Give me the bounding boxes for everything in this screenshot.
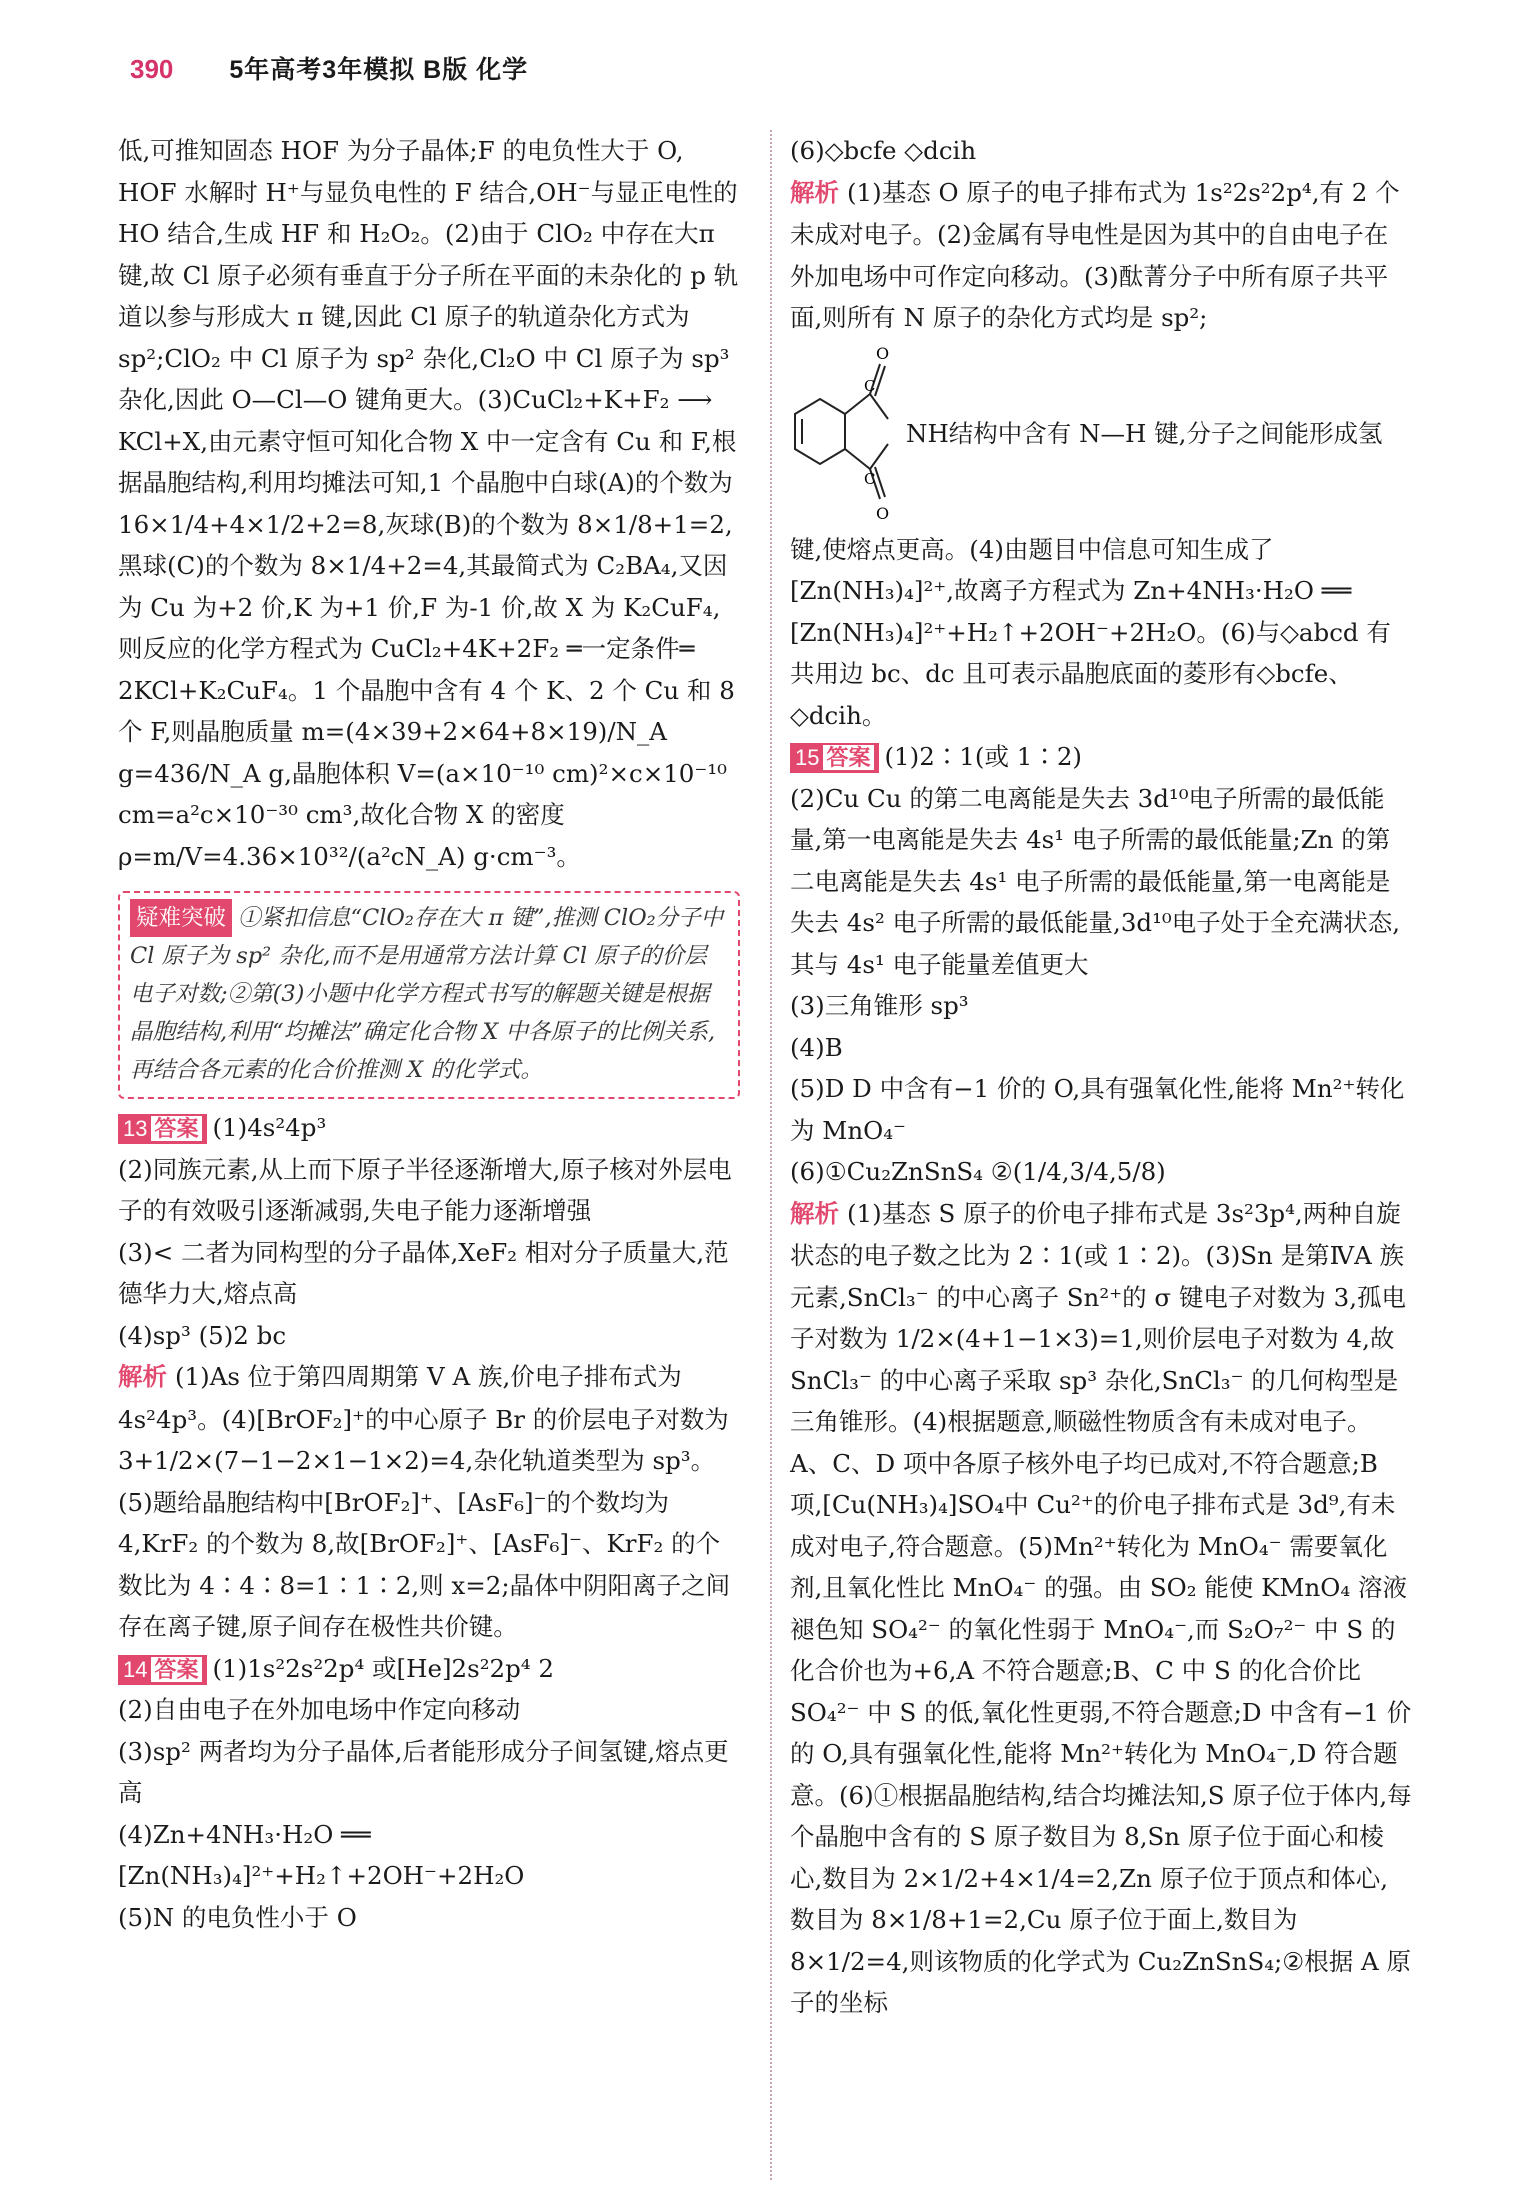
left-column [118,130,740,1938]
paragraph: 低,可推知固态 HOF 为分子晶体;F 的电负性大于 O, HOF 水解时 H⁺与显负电性的 F 结合,OH⁻与显正电性的 HO 结合,生成 HF 和 H₂O₂。(2)由于 ClO₂ 中存在大π键,故 Cl 原子必须有垂直于分子所在平面的未杂化的 p 轨道以参与形成大 π 键,因此 Cl 原子的轨道杂化方式为 sp²;ClO₂ 中 Cl 原子为 sp² 杂化,Cl₂O 中 Cl 原子为 sp³ 杂化,因此 O—Cl—O 键角更大。(3)CuCl₂+K+F₂ ⟶ KCl+X,由元素守恒可知化合物 X 中一定含有 Cu 和 F,根据晶胞结构,利用均摊法可知,1 个晶胞中白球(A)的个数为 16×1/4+4×1/2+2=8,灰球(B)的个数为 8×1/8+1=2,黑球(C)的个数为 8×1/4+2=4,其最简式为 C₂BA₄,又因为 Cu 为+2 价,K 为+1 价,F 为-1 价,故 X 为 K₂CuF₄,则反应的化学方程式为 CuCl₂+4K+2F₂ ═一定条件═ 2KCl+K₂CuF₄。1 个晶胞中含有 4 个 K、2 个 Cu 和 8 个 F,则晶胞质量 m=(4×39+2×64+8×19)/N_A g=436/N_A g,晶胞体积 V=(a×10⁻¹⁰ cm)²×c×10⁻¹⁰ cm=a²c×10⁻³⁰ cm³,故化合物 X 的密度 ρ=m/V=4.36×10³²/(a²cN_A) g·cm⁻³。 [118,136,739,871]
structure-caption: NH结构中含有 N—H 键,分子之间能形成氢 [906,418,1383,448]
page-number: 390 [130,54,174,84]
answer-line: (5)D D 中含有−1 价的 O,具有强氧化性,能将 Mn²⁺转化为 MnO₄⁻ [790,1074,1405,1145]
answer-line: (4)Zn+4NH₃·H₂O ══ [Zn(NH₃)₄]²⁺+H₂↑+2OH⁻+2H₂O [118,1819,525,1890]
right-column [790,130,1412,2024]
answer-15: 15 答案 (1)2∶1(或 1∶2) [790,736,1412,778]
column-divider [770,130,772,2180]
answer-line: (6)◇bcfe ◇dcih [790,136,977,165]
paragraph: 键,使熔点更高。(4)由题目中信息可知生成了[Zn(NH₃)₄]²⁺,故离子方程式为 Zn+4NH₃·H₂O ══ [Zn(NH₃)₄]²⁺+H₂↑+2OH⁻+2H₂O。(6)与◇abcd 有共用边 bc、dc 且可表示晶胞底面的菱形有◇bcfe、◇dcih。 [790,534,1391,730]
carbon-label-top: C [864,376,876,395]
oxygen-label-bottom: O [876,503,890,523]
molecule-diagram [790,339,900,529]
question-badge-13: 13 答案 [118,1114,207,1144]
tip-text: ①紧扣信息“ClO₂存在大 π 键”,推测 ClO₂分子中 Cl 原子为 sp² 杂化,而不是用通常方法计算 Cl 原子的价层电子对数;②第(3)小题中化学方程式书写的解题关键是根据晶胞结构,利用“均摊法”确定化合物 X 中各原子的比例关系,再结合各元素的化合价推测 X 的化学式。 [130,905,724,1083]
answer-line: (5)N 的电负性小于 O [118,1902,357,1932]
answer-13: 13 答案 (1)4s²4p³ [118,1107,740,1149]
answer-14: 14 答案 (1)1s²2s²2p⁴ 或[He]2s²2p⁴ 2 [118,1648,740,1690]
tip-label: 疑难突破 [130,899,232,937]
answer-label: 答案 [151,1657,201,1682]
answer-line: (4)sp³ (5)2 bc [118,1320,287,1350]
book-title: 5年高考3年模拟 B版 化学 [229,56,529,84]
analysis-label: 解析 [118,1364,167,1391]
analysis-label: 解析 [790,1200,839,1228]
analysis-label: 解析 [790,179,839,207]
answer-line: (3)三角锥形 sp³ [790,991,969,1020]
answer-line: (2)Cu Cu 的第二电离能是失去 3d¹⁰电子所需的最低能量,第一电离能是失去 4s¹ 电子所需的最低能量;Zn 的第二电离能是失去 4s¹ 电子所需的最低能量,第一电离能是失去 4s² 电子所需的最低能量,3d¹⁰电子处于全充满状态,其与 4s¹ 电子能量差值更大 [790,783,1401,979]
answer-line: (3)sp² 两者均为分子晶体,后者能形成分子间氢键,熔点更高 [118,1736,729,1807]
phthalimide-structure [790,339,1412,529]
answer-line: (4)B [790,1032,843,1062]
question-badge-15: 15 答案 [790,743,879,773]
answer-line: (6)①Cu₂ZnSnS₄ ②(1/4,3/4,5/8) [790,1157,1166,1186]
oxygen-label-top: O [876,343,890,363]
answer-line: (2)同族元素,从上而下原子半径逐渐增大,原子核对外层电子的有效吸引逐渐减弱,失电子能力逐渐增强 [118,1154,732,1225]
carbon-label-bottom: C [864,469,876,488]
analysis-15: 解析 (1)基态 S 原子的价电子排布式是 3s²3p⁴,两种自旋状态的电子数之比为 2∶1(或 1∶2)。(3)Sn 是第ⅣA 族元素,SnCl₃⁻ 的中心离子 Sn²⁺的 σ 键电子对数为 3,孤电子对数为 1/2×(4+1−1×3)=1,则价层电子对数为 4,故 SnCl₃⁻ 的中心离子采取 sp³ 杂化,SnCl₃⁻ 的几何构型是三角锥形。(4)根据题意,顺磁性物质含有未成对电子。A、C、D 项中各原子核外电子均已成对,不符合题意;B 项,[Cu(NH₃)₄]SO₄中 Cu²⁺的价电子排布式是 3d⁹,有未成对电子,符合题意。(5)Mn²⁺转化为 MnO₄⁻ 需要氧化剂,且氧化性比 MnO₄⁻ 的强。由 SO₂ 能使 KMnO₄ 溶液褪色知 SO₄²⁻ 的氧化性弱于 MnO₄⁻,而 S₂O₇²⁻ 中 S 的化合价也为+6,A 不符合题意;B、C 中 S 的化合价比 SO₄²⁻ 中 S 的低,氧化性更弱,不符合题意;D 中含有−1 价的 O,具有强氧化性,能将 Mn²⁺转化为 MnO₄⁻,D 符合题意。(6)①根据晶胞结构,结合均摊法知,S 原子位于体内,每个晶胞中含有的 S 原子数目为 8,Sn 原子位于面心和棱心,数目为 2×1/2+4×1/4=2,Zn 原子位于顶点和体心,数目为 8×1/8+1=2,Cu 原子位于面上,数目为 8×1/2=4,则该物质的化学式为 Cu₂ZnSnS₄;②根据 A 原子的坐标 [790,1198,1412,2017]
answer-line: (2)自由电子在外加电场中作定向移动 [118,1695,521,1724]
tip-box [118,891,740,1099]
answer-line: (3)< 二者为同构型的分子晶体,XeF₂ 相对分子质量大,范德华力大,熔点高 [118,1237,729,1308]
analysis-13: 解析 (1)As 位于第四周期第 V A 族,价电子排布式为 4s²4p³。(4)[BrOF₂]⁺的中心原子 Br 的价层电子对数为 3+1/2×(7−1−2×1−1×2)=4,杂化轨道类型为 sp³。(5)题给晶胞结构中[BrOF₂]⁺、[AsF₆]⁻的个数均为 4,KrF₂ 的个数为 8,故[BrOF₂]⁺、[AsF₆]⁻、KrF₂ 的个数比为 4∶4∶8=1∶1∶2,则 x=2;晶体中阴阳离子之间存在离子键,原子间存在极性共价键。 [118,1362,731,1641]
page-header [130,50,528,100]
analysis-14: 解析 (1)基态 O 原子的电子排布式为 1s²2s²2p⁴,有 2 个未成对电子。(2)金属有导电性是因为其中的自由电子在外加电场中可作定向移动。(3)酞菁分子中所有原子共平面,则所有 N 原子的杂化方式均是 sp²; [790,177,1400,332]
answer-label: 答案 [151,1116,201,1141]
question-badge-14: 14 答案 [118,1655,207,1685]
answer-label: 答案 [823,745,873,770]
